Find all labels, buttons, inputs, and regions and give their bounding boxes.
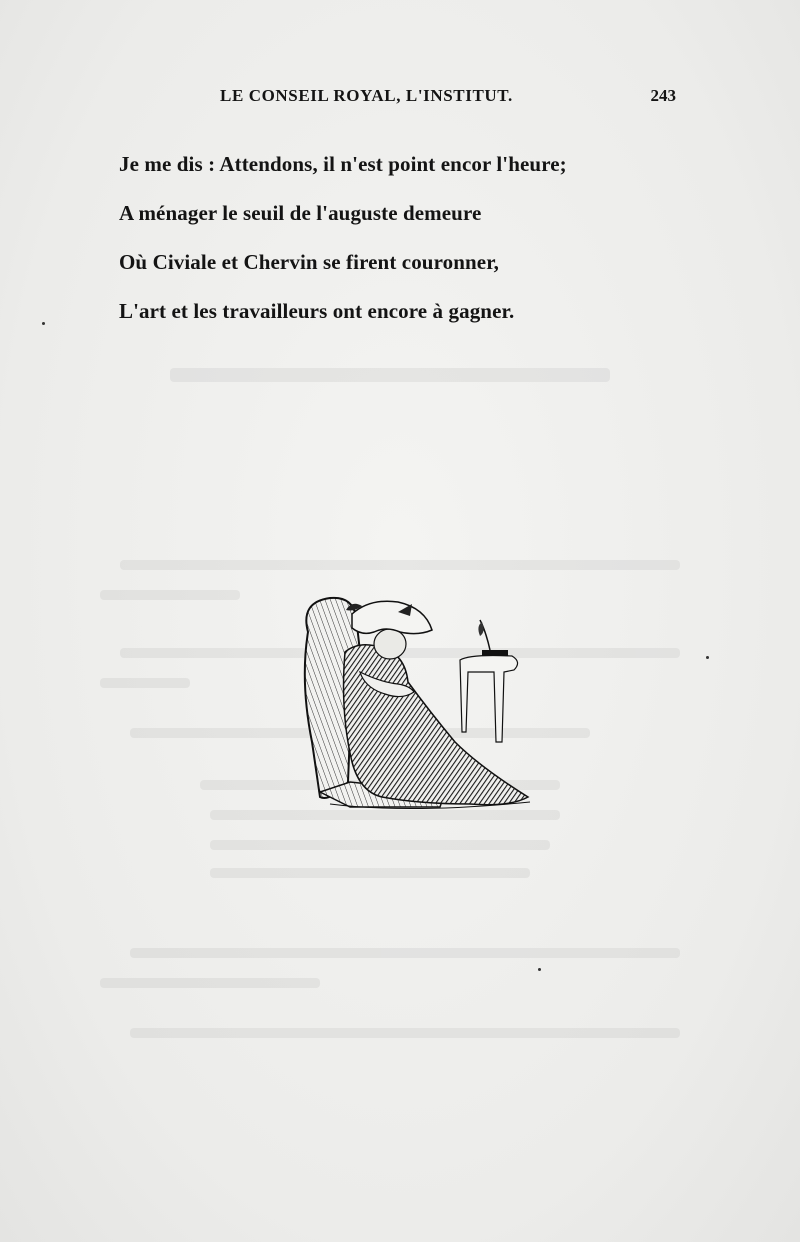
verse-block — [119, 140, 719, 336]
page-number: 243 — [650, 86, 676, 105]
speck — [706, 656, 709, 659]
running-header — [100, 86, 680, 110]
sleeping-figure-in-armchair-icon — [290, 592, 540, 812]
verse-line: Je me dis : Attendons, il n'est point encor l'heure; — [119, 152, 567, 176]
verse-line: Où Civiale et Chervin se firent couronner, — [119, 250, 500, 274]
verse-line: A ménager le seuil de l'auguste demeure — [119, 201, 482, 225]
speck — [538, 968, 541, 971]
running-head-title: LE CONSEIL ROYAL, L'INSTITUT. — [220, 86, 513, 105]
speck — [42, 322, 45, 325]
verse-line: L'art et les travailleurs ont encore à gagner. — [119, 299, 515, 323]
